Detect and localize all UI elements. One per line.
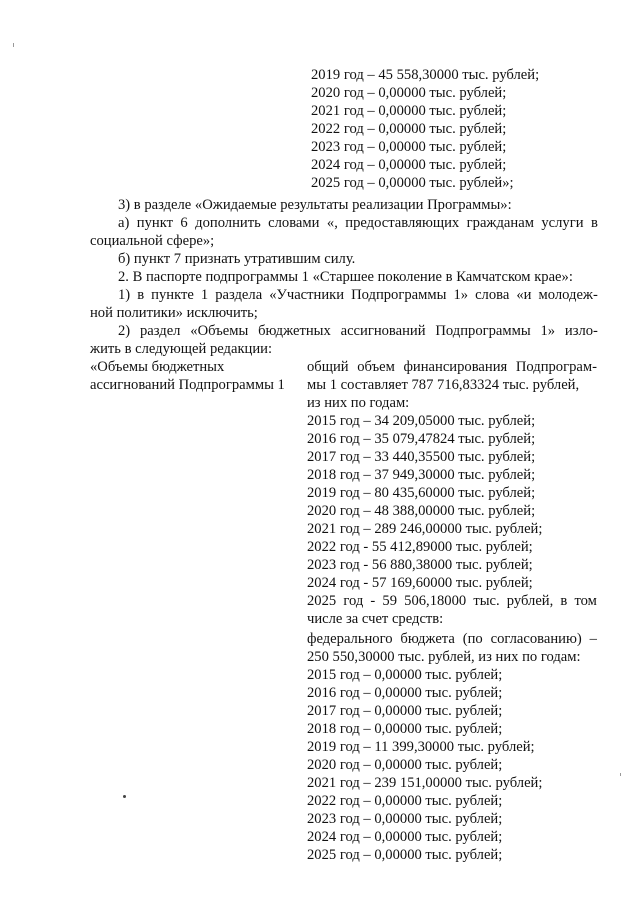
word: финансирования xyxy=(403,359,508,375)
word: 506,18000 xyxy=(404,593,467,609)
total-year-line: 2015 год – 34 209,05000 тыс. рублей; xyxy=(307,413,536,429)
word: дополнить xyxy=(195,215,261,231)
word: в xyxy=(137,287,145,303)
word: пункт xyxy=(136,215,173,231)
word: федерального xyxy=(307,631,393,647)
word: молодеж- xyxy=(538,287,598,303)
federal-year-line: 2015 год – 0,00000 тыс. рублей; xyxy=(307,667,503,683)
total-year-line: 2024 год - 57 169,60000 тыс. рублей; xyxy=(307,575,533,591)
paragraph-expected-results: 3) в разделе «Ожидаемые результаты реализации Программы»: xyxy=(118,197,512,213)
federal-year-line: 2025 год – 0,00000 тыс. рублей; xyxy=(307,847,503,863)
word: 59 xyxy=(382,593,398,609)
scan-dot xyxy=(123,795,126,798)
word: бюджета xyxy=(400,631,455,647)
top-year-line: 2019 год – 45 558,30000 тыс. рублей; xyxy=(311,67,540,83)
paragraph-subprogram-passport: 2. В паспорте подпрограммы 1 «Старшее поколение в Камчатском крае»: xyxy=(118,269,573,285)
word: раздела xyxy=(215,287,263,303)
word: 6 xyxy=(180,215,188,231)
paragraph-item-2-line1 xyxy=(118,322,598,340)
financing-intro-line2: мы 1 составляет 787 716,83324 тыс. рублей, xyxy=(307,377,580,393)
financing-intro-line3: из них по годам: xyxy=(307,395,410,411)
total-year-line: 2016 год – 35 079,47824 тыс. рублей; xyxy=(307,431,536,447)
word: предоставляющих xyxy=(345,215,460,231)
federal-year-line: 2018 год – 0,00000 тыс. рублей; xyxy=(307,721,503,737)
word: том xyxy=(574,593,597,609)
word: ассигнований xyxy=(340,323,426,339)
word: «и xyxy=(516,287,532,303)
top-year-line: 2022 год – 0,00000 тыс. рублей; xyxy=(311,121,507,137)
word: изло- xyxy=(564,323,598,339)
federal-year-line: 2021 год – 239 151,00000 тыс. рублей; xyxy=(307,775,543,791)
total-year-line: 2020 год – 48 388,00000 тыс. рублей; xyxy=(307,503,536,519)
left-column-line: «Объемы бюджетных xyxy=(90,359,225,375)
word: согласованию) xyxy=(490,631,582,647)
paragraph-item-2-line2: жить в следующей редакции: xyxy=(90,341,273,357)
word: а) xyxy=(118,215,130,231)
federal-year-line: 2020 год – 0,00000 тыс. рублей; xyxy=(307,757,503,773)
paragraph-item-1-line1 xyxy=(118,286,598,304)
word: словами xyxy=(268,215,320,231)
word: бюджетных xyxy=(258,323,331,339)
total-year-2025-line xyxy=(307,592,597,610)
total-year-line: 2019 год – 80 435,60000 тыс. рублей; xyxy=(307,485,536,501)
top-year-line: 2024 год – 0,00000 тыс. рублей; xyxy=(311,157,507,173)
including-funds-line: числе за счет средств: xyxy=(307,611,444,627)
word: в xyxy=(590,215,598,231)
word: «Объемы xyxy=(190,323,249,339)
word: гражданам xyxy=(466,215,534,231)
top-year-line: 2025 год – 0,00000 тыс. рублей»; xyxy=(311,175,514,191)
top-year-line: 2021 год – 0,00000 тыс. рублей; xyxy=(311,103,507,119)
financing-intro-line1 xyxy=(307,358,597,376)
total-year-line: 2017 год – 33 440,35500 тыс. рублей; xyxy=(307,449,536,465)
word: 1 xyxy=(200,287,209,303)
word: услуги xyxy=(541,215,584,231)
paragraph-item-b: б) пункт 7 признать утратившим силу. xyxy=(118,251,356,267)
word: раздел xyxy=(140,323,181,339)
federal-year-line: 2024 год – 0,00000 тыс. рублей; xyxy=(307,829,503,845)
word: Подпрограм- xyxy=(515,359,597,375)
top-year-line: 2023 год – 0,00000 тыс. рублей; xyxy=(311,139,507,155)
word: «Участники xyxy=(269,287,345,303)
word: в xyxy=(560,593,568,609)
word: - xyxy=(370,593,376,609)
word: 2025 xyxy=(307,593,337,609)
word: тыс. xyxy=(473,593,500,609)
federal-budget-line1 xyxy=(307,630,597,648)
scan-mark xyxy=(620,773,621,776)
federal-budget-line2: 250 550,30000 тыс. рублей, из них по годам: xyxy=(307,649,581,665)
total-year-line: 2022 год - 55 412,89000 тыс. рублей; xyxy=(307,539,533,555)
left-column-line: ассигнований Подпрограммы 1 xyxy=(90,377,285,393)
paragraph-item-1-line2: ной политики» исключить; xyxy=(90,305,258,321)
federal-year-line: 2022 год – 0,00000 тыс. рублей; xyxy=(307,793,503,809)
scan-mark xyxy=(13,43,14,47)
word: пункте xyxy=(151,287,194,303)
word: год xyxy=(343,593,364,609)
federal-year-line: 2023 год – 0,00000 тыс. рублей; xyxy=(307,811,503,827)
word: 2) xyxy=(118,323,131,339)
federal-year-line: 2017 год – 0,00000 тыс. рублей; xyxy=(307,703,503,719)
word: рублей, xyxy=(506,593,554,609)
total-year-line: 2021 год – 289 246,00000 тыс. рублей; xyxy=(307,521,543,537)
word: слова xyxy=(475,287,510,303)
paragraph-item-a-line1 xyxy=(118,214,598,232)
word: общий xyxy=(307,359,349,375)
word: «, xyxy=(326,215,338,231)
word: 1) xyxy=(118,287,131,303)
word: (по xyxy=(462,631,483,647)
federal-year-line: 2016 год – 0,00000 тыс. рублей; xyxy=(307,685,503,701)
word: 1» xyxy=(453,287,469,303)
paragraph-item-a-line2: социальной сфере»; xyxy=(90,233,215,249)
word: – xyxy=(589,631,597,647)
word: 1» xyxy=(540,323,556,339)
word: Подпрограммы xyxy=(435,323,531,339)
word: Подпрограммы xyxy=(351,287,447,303)
total-year-line: 2018 год – 37 949,30000 тыс. рублей; xyxy=(307,467,536,483)
federal-year-line: 2019 год – 11 399,30000 тыс. рублей; xyxy=(307,739,535,755)
word: объем xyxy=(357,359,395,375)
top-year-line: 2020 год – 0,00000 тыс. рублей; xyxy=(311,85,507,101)
total-year-line: 2023 год - 56 880,38000 тыс. рублей; xyxy=(307,557,533,573)
